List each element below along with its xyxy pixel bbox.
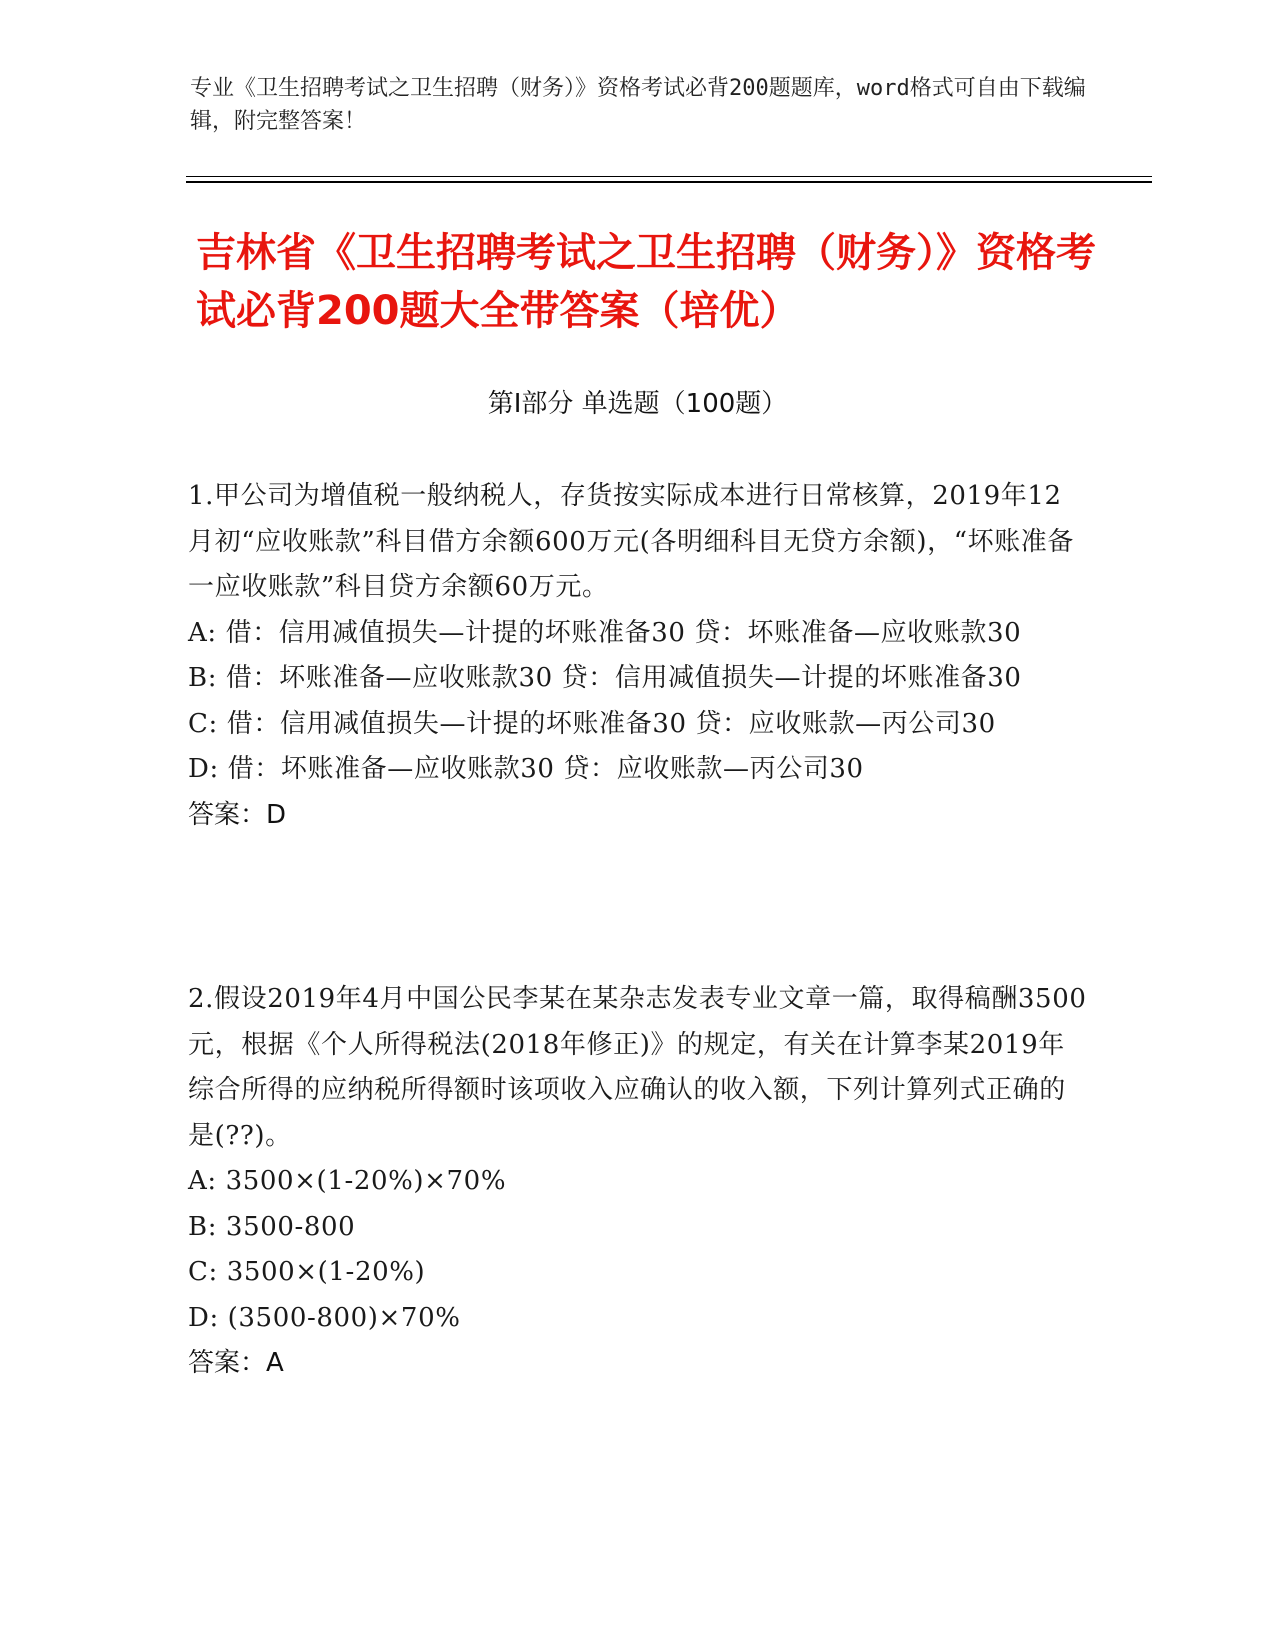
option-b: B: 3500-800	[188, 1211, 356, 1242]
question-2	[188, 977, 1088, 1387]
question-stem: 2.假设2019年4月中国公民李某在某杂志发表专业文章一篇，取得稿酬3500元，根据《个人所得税法(2018年修正)》的规定，有关在计算李某2019年综合所得的应纳税所得额时该项收入应确认的收入额，下列计算列式正确的是(??)。	[188, 984, 1087, 1151]
option-d: D: (3500-800)×70%	[188, 1302, 461, 1333]
option-c: C: 3500×(1-20%)	[188, 1257, 426, 1287]
answer: 答案：D	[188, 799, 287, 830]
option-d: D: 借：坏账准备—应收账款30 贷：应收账款—丙公司30	[188, 754, 864, 784]
option-c: C: 借：信用减值损失—计提的坏账准备30 贷：应收账款—丙公司30	[188, 708, 996, 739]
header-divider-thick	[186, 181, 1152, 183]
header-note: 专业《卫生招聘考试之卫生招聘（财务）》资格考试必背200题题库，word格式可自由下载编辑，附完整答案！	[190, 76, 1086, 134]
header-divider-thin	[186, 176, 1152, 177]
option-b: B: 借：坏账准备—应收账款30 贷：信用减值损失—计提的坏账准备30	[188, 663, 1022, 693]
answer: 答案：A	[188, 1348, 284, 1378]
question-1	[188, 474, 1088, 838]
question-stem: 1.甲公司为增值税一般纳税人，存货按实际成本进行日常核算，2019年12月初“应收账款”科目借方余额600万元(各明细科目无贷方余额)，“坏账准备一应收账款”科目贷方余额60万元。	[188, 481, 1074, 602]
section-heading: 第I部分 单选题（100题）	[487, 389, 788, 419]
option-a: A: 3500×(1-20%)×70%	[188, 1166, 507, 1196]
document-title: 吉林省《卫生招聘考试之卫生招聘（财务）》资格考试必背200题大全带答案（培优）	[196, 230, 1096, 334]
option-a: A: 借：信用减值损失—计提的坏账准备30 贷：坏账准备—应收账款30	[188, 617, 1022, 648]
